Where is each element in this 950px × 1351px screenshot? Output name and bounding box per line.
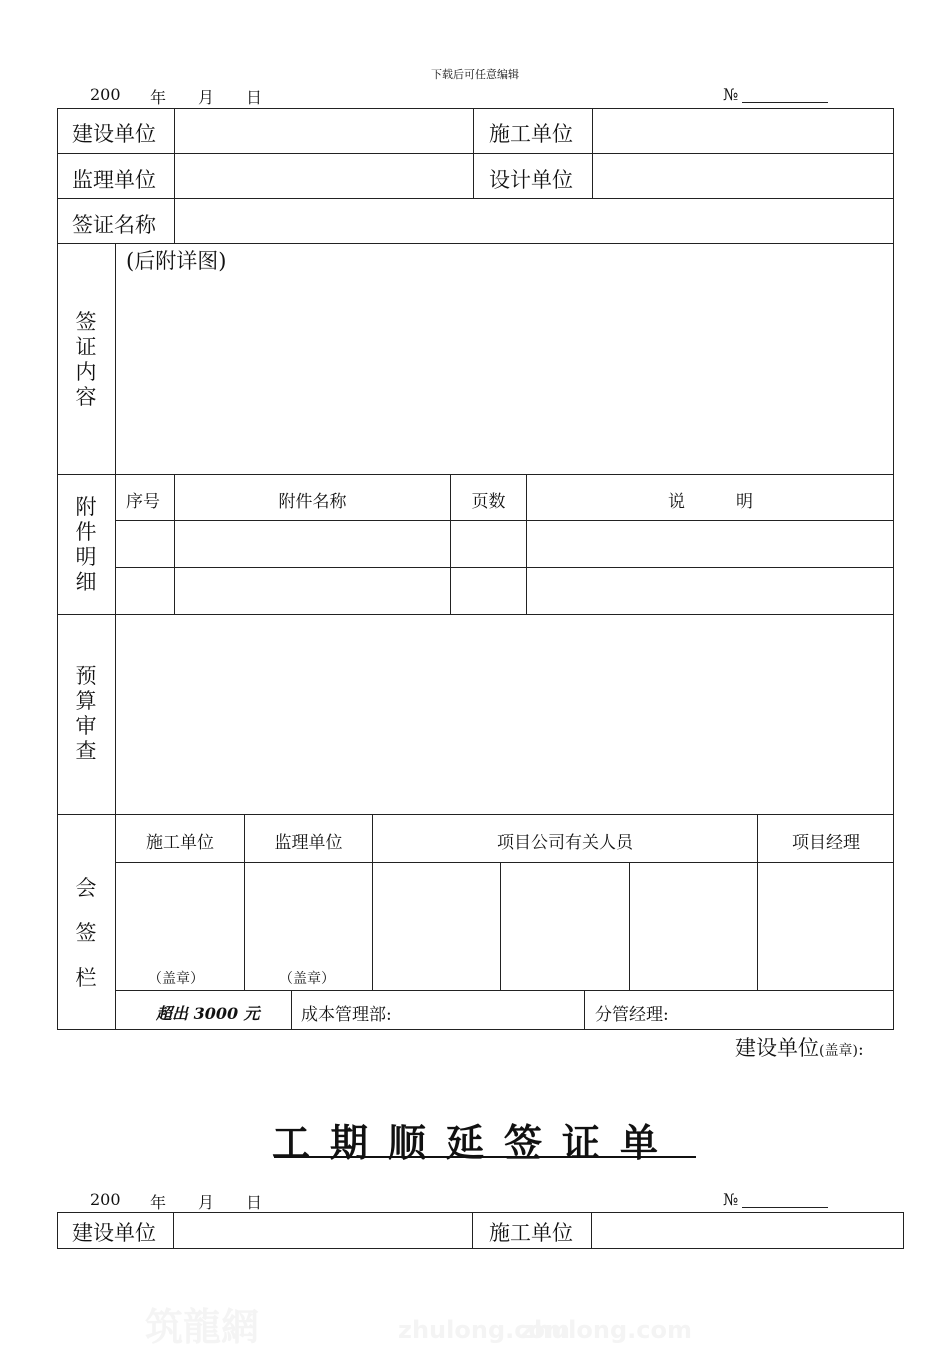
countersign-col-contractor: 施工单位 bbox=[146, 833, 214, 853]
form2-owner-unit-label: 建设单位 bbox=[72, 1221, 156, 1245]
attachments-label bbox=[74, 495, 98, 595]
date-day-label: 日 bbox=[246, 88, 263, 107]
countersign-col-project-staff: 项目公司有关人员 bbox=[497, 833, 633, 853]
form2-owner-unit-field[interactable] bbox=[174, 1213, 471, 1248]
attachments-col-name: 附件名称 bbox=[278, 492, 347, 512]
vertical-char: 件 bbox=[75, 520, 97, 544]
vertical-char: 内 bbox=[75, 360, 97, 384]
form2-date-day-label: 日 bbox=[246, 1193, 263, 1212]
owner-unit-label: 建设单位 bbox=[72, 122, 156, 146]
vertical-char: 会 bbox=[75, 876, 97, 900]
owner-stamp bbox=[735, 1032, 864, 1062]
form2-date-year: 200 bbox=[90, 1190, 121, 1209]
number-underline bbox=[742, 102, 828, 103]
date-year-label: 年 bbox=[150, 88, 167, 107]
vertical-char: 明 bbox=[75, 545, 97, 569]
date-month-label: 月 bbox=[198, 88, 215, 107]
countersign-col-supervisor: 监理单位 bbox=[274, 833, 343, 853]
vertical-char: 附 bbox=[75, 495, 97, 519]
attachments-col-description: 说 明 bbox=[668, 492, 753, 512]
attachments-row-1[interactable] bbox=[116, 521, 893, 566]
stamp-note-supervisor: （盖章） bbox=[279, 971, 335, 987]
owner-stamp-label: 建设单位 bbox=[735, 1036, 819, 1060]
countersign-label bbox=[74, 866, 98, 1001]
form2-number-label: № bbox=[723, 1190, 739, 1209]
form2-date-year-label: 年 bbox=[150, 1193, 167, 1212]
cost-dept-label: 成本管理部: bbox=[301, 1005, 392, 1025]
download-note: 下载后可任意编辑 bbox=[431, 68, 519, 81]
budget-review-field[interactable] bbox=[116, 615, 893, 813]
vertical-char: 细 bbox=[75, 570, 97, 594]
supervisor-unit-label: 监理单位 bbox=[72, 168, 156, 192]
vertical-char: 证 bbox=[75, 335, 97, 359]
vertical-char: 预 bbox=[75, 664, 97, 688]
budget-review-label bbox=[74, 664, 98, 764]
number-label: № bbox=[723, 85, 739, 104]
form2-title-underline bbox=[274, 1156, 696, 1158]
supervisor-unit-field[interactable] bbox=[175, 154, 472, 197]
form2-number-underline bbox=[742, 1207, 828, 1208]
watermark-en-2: zhulong.com bbox=[520, 1316, 692, 1344]
vertical-char: 查 bbox=[75, 739, 97, 763]
owner-unit-field[interactable] bbox=[175, 109, 472, 152]
attachments-col-pages: 页数 bbox=[471, 492, 506, 512]
watermark-cn: 筑龍網 bbox=[145, 1304, 260, 1349]
form2-date-month-label: 月 bbox=[198, 1193, 215, 1212]
vertical-char: 签 bbox=[75, 921, 97, 945]
visa-content-label bbox=[74, 310, 98, 410]
deputy-manager-label: 分管经理: bbox=[595, 1005, 669, 1025]
visa-name-label: 签证名称 bbox=[72, 213, 156, 237]
attachments-col-index: 序号 bbox=[126, 492, 160, 512]
visa-content-field[interactable] bbox=[116, 270, 893, 473]
visa-content-note: (后附详图) bbox=[126, 249, 227, 273]
form2-contractor-unit-field[interactable] bbox=[592, 1213, 903, 1248]
design-unit-label: 设计单位 bbox=[489, 168, 573, 192]
design-unit-field[interactable] bbox=[593, 154, 893, 197]
owner-stamp-note: (盖章) bbox=[819, 1043, 858, 1059]
countersign-signature-area[interactable] bbox=[116, 863, 893, 989]
attachments-row-2[interactable] bbox=[116, 568, 893, 613]
watermark-en: zhulong.com bbox=[398, 1316, 570, 1344]
owner-stamp-colon: : bbox=[857, 1040, 864, 1060]
vertical-char: 栏 bbox=[75, 966, 97, 990]
date-year: 200 bbox=[90, 85, 121, 104]
visa-name-field[interactable] bbox=[175, 199, 893, 242]
stamp-note-contractor: （盖章） bbox=[148, 971, 204, 987]
vertical-char: 审 bbox=[75, 714, 97, 738]
contractor-unit-field[interactable] bbox=[593, 109, 893, 152]
vertical-char: 算 bbox=[75, 689, 97, 713]
countersign-col-project-manager: 项目经理 bbox=[792, 833, 860, 853]
over-limit-label: 超出 3000 元 bbox=[156, 1004, 260, 1023]
vertical-char: 容 bbox=[75, 385, 97, 409]
vertical-char: 签 bbox=[75, 310, 97, 334]
form2-title: 工期顺延签证单 bbox=[271, 1120, 678, 1165]
contractor-unit-label: 施工单位 bbox=[489, 122, 573, 146]
form2-contractor-unit-label: 施工单位 bbox=[489, 1221, 573, 1245]
